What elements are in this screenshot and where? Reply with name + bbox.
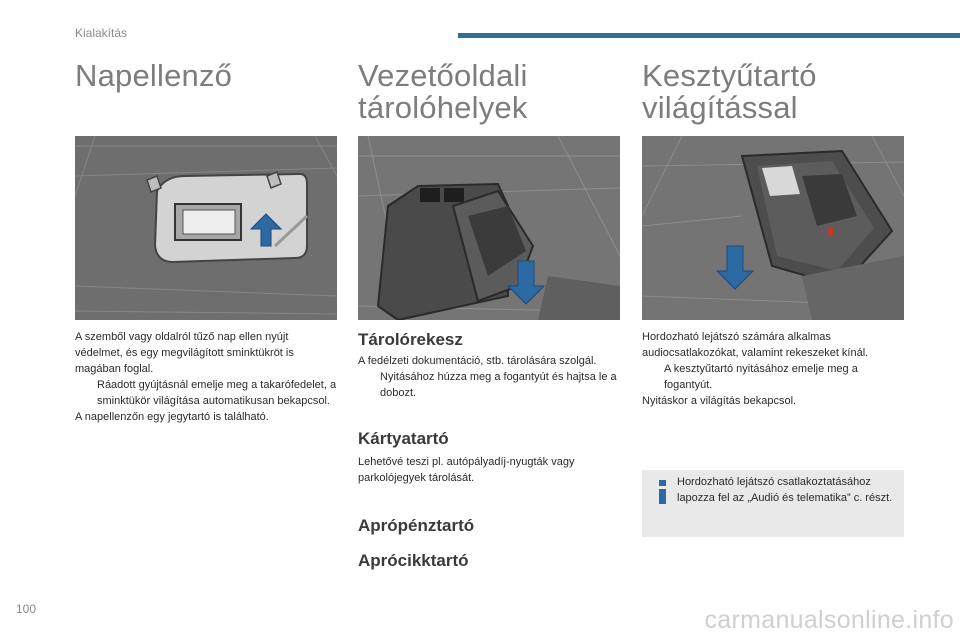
card-holder-text — [358, 454, 620, 486]
heading-storage-box: Tárolórekesz — [358, 330, 463, 349]
bullet-icon — [358, 369, 380, 401]
driver-storage-illustration — [358, 136, 620, 320]
title-glovebox-line2: világítással — [642, 90, 798, 125]
title-sun-visor-line1: Napellenző — [75, 58, 233, 93]
storage-box-text — [358, 353, 620, 401]
watermark: carmanualsonline.info — [704, 606, 954, 634]
column-glovebox — [642, 60, 904, 124]
glovebox-paragraph-2: Nyitáskor a világítás bekapcsol. — [642, 395, 797, 407]
page-number: 100 — [16, 602, 37, 616]
sun-visor-text — [75, 329, 337, 425]
bullet-icon — [75, 377, 97, 409]
heading-small-items-holder: Aprócikktartó — [358, 551, 469, 570]
heading-card-holder: Kártyatartó — [358, 429, 449, 448]
glovebox-paragraph-1: Hordozható lejátszó számára alkalmas audiocsatlakozókat, valamint rekeszeket kínál. — [642, 331, 869, 359]
glovebox-bullet-1: A kesztyűtartó nyitásához emelje meg a fogantyút. — [642, 361, 904, 393]
info-icon — [656, 480, 669, 504]
info-text: Hordozható lejátszó csatlakoztatásához lapozza fel az „Audió és telematika” c. részt. — [677, 476, 893, 504]
header-section-label: Kialakítás — [75, 26, 128, 40]
glovebox-illustration — [642, 136, 904, 320]
title-sun-visor — [75, 60, 337, 92]
sun-visor-bullet-1: Ráadott gyújtásnál emelje meg a takarófedelet, a sminktükör világítása automatikusan bekapcsol. — [75, 377, 337, 409]
sun-visor-paragraph-2: A napellenzőn egy jegytartó is található. — [75, 411, 269, 423]
title-driver-storage — [358, 60, 620, 124]
glovebox-text — [642, 329, 904, 409]
storage-box-paragraph-1: A fedélzeti dokumentáció, stb. tárolására szolgál. — [358, 355, 597, 367]
sun-visor-illustration — [75, 136, 337, 320]
heading-coin-holder: Aprópénztartó — [358, 516, 475, 535]
card-holder-paragraph-1: Lehetővé teszi pl. autópályadíj-nyugták vagy parkolójegyek tárolását. — [358, 456, 575, 484]
column-sun-visor — [75, 60, 337, 92]
header-bar — [458, 33, 960, 38]
column-driver-storage — [358, 60, 620, 124]
sun-visor-paragraph-1: A szemből vagy oldalról tűző nap ellen nyújt védelmet, és egy megvilágított sminktükröt is magában foglal. — [75, 331, 294, 375]
info-box — [642, 470, 904, 537]
title-driver-storage-line2: tárolóhelyek — [358, 90, 528, 125]
title-glovebox-line1: Kesztyűtartó — [642, 58, 817, 93]
storage-box-bullet-1: Nyitásához húzza meg a fogantyút és hajtsa le a dobozt. — [358, 369, 620, 401]
title-glovebox — [642, 60, 904, 124]
title-driver-storage-line1: Vezetőoldali — [358, 58, 528, 93]
bullet-icon — [642, 361, 664, 393]
